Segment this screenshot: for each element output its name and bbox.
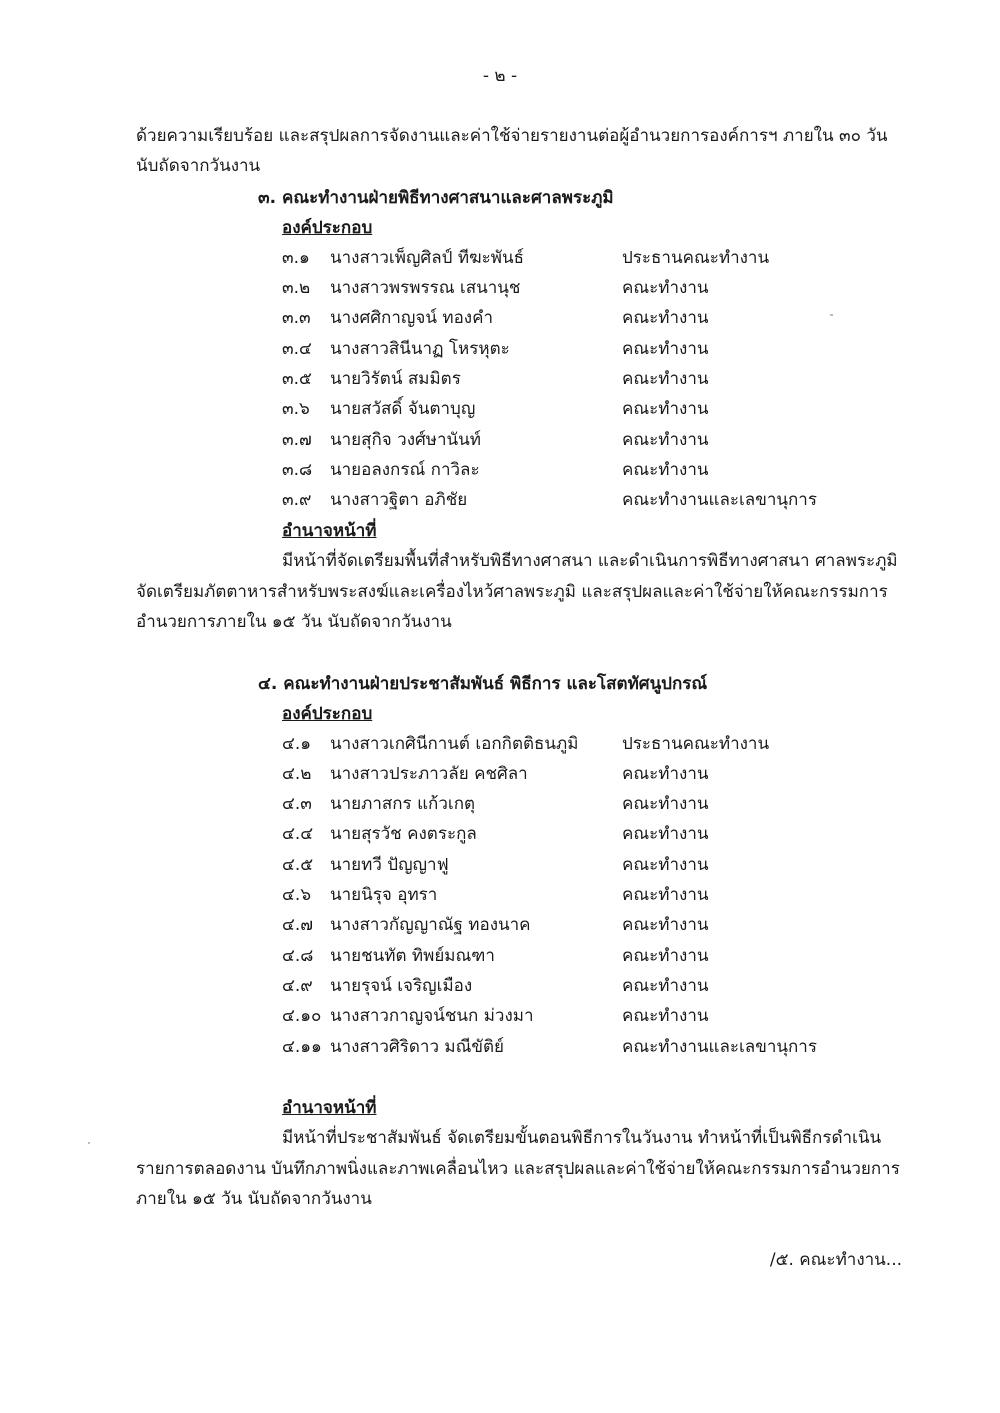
scan-speck bbox=[830, 314, 833, 316]
list-item bbox=[0, 790, 1000, 820]
member-number: ๔.๒ bbox=[282, 764, 312, 784]
member-name: นางสาวประภาวลัย คชศิลา bbox=[330, 764, 528, 784]
member-name: นางสาวสินีนาฏ โหรหุตะ bbox=[330, 339, 510, 359]
member-role: คณะทำงาน bbox=[622, 460, 709, 480]
member-number: ๔.๘ bbox=[282, 946, 314, 966]
list-item bbox=[0, 426, 1000, 456]
member-number: ๔.๔ bbox=[282, 824, 314, 844]
member-number: ๓.๗ bbox=[282, 430, 312, 450]
member-name: นางสาวกาญจน์ชนก ม่วงมา bbox=[330, 1006, 534, 1026]
member-role: คณะทำงาน bbox=[622, 976, 709, 996]
member-number: ๓.๖ bbox=[282, 399, 310, 419]
list-item bbox=[0, 486, 1000, 516]
member-role: คณะทำงานและเลขานุการ bbox=[622, 490, 817, 510]
scan-speck bbox=[88, 1142, 90, 1144]
list-item bbox=[0, 1033, 1000, 1063]
list-item bbox=[0, 881, 1000, 911]
list-item bbox=[0, 972, 1000, 1002]
member-role: คณะทำงาน bbox=[622, 855, 709, 875]
member-role: คณะทำงาน bbox=[622, 369, 709, 389]
list-item bbox=[0, 365, 1000, 395]
list-item bbox=[0, 911, 1000, 941]
section-3-duty-label: อำนาจหน้าที่ bbox=[282, 521, 377, 541]
member-number: ๓.๑ bbox=[282, 248, 310, 268]
member-role: คณะทำงาน bbox=[622, 308, 709, 328]
member-number: ๓.๒ bbox=[282, 278, 311, 298]
list-item bbox=[0, 851, 1000, 881]
member-name: นายนิรุจ อุทรา bbox=[330, 885, 438, 905]
member-name: นางสาวเพ็ญศิลป์ ทีฆะพันธ์ bbox=[330, 248, 524, 268]
member-role: ประธานคณะทำงาน bbox=[622, 248, 770, 268]
member-role: คณะทำงาน bbox=[622, 824, 709, 844]
member-number: ๓.๕ bbox=[282, 369, 312, 389]
list-item bbox=[0, 335, 1000, 365]
member-role: คณะทำงาน bbox=[622, 1006, 709, 1026]
member-role: คณะทำงาน bbox=[622, 764, 709, 784]
member-role: คณะทำงาน bbox=[622, 915, 709, 935]
member-number: ๓.๔ bbox=[282, 339, 312, 359]
member-number: ๔.๑ bbox=[282, 734, 312, 754]
list-item bbox=[0, 730, 1000, 760]
list-item bbox=[0, 456, 1000, 486]
intro-line-2: นับถัดจากวันงาน bbox=[136, 156, 261, 176]
member-number: ๔.๗ bbox=[282, 915, 314, 935]
member-number: ๔.๓ bbox=[282, 794, 312, 814]
member-name: นางสาวพรพรรณ เสนานุช bbox=[330, 278, 521, 298]
member-name: นายอลงกรณ์ กาวิละ bbox=[330, 460, 480, 480]
member-name: นายสุรวัช คงตระกูล bbox=[330, 824, 477, 844]
member-role: คณะทำงานและเลขานุการ bbox=[622, 1037, 817, 1057]
section-4-duty-line-1: มีหน้าที่ประชาสัมพันธ์ จัดเตรียมขั้นตอนพิธีการในวันงาน ทำหน้าที่เป็นพิธีกรดำเนิน bbox=[282, 1128, 882, 1148]
member-name: นางศศิกาญจน์ ทองคำ bbox=[330, 308, 493, 328]
member-role: คณะทำงาน bbox=[622, 430, 709, 450]
member-role: คณะทำงาน bbox=[622, 339, 709, 359]
section-4-composition-label: องค์ประกอบ bbox=[282, 704, 373, 724]
member-name: นายวิรัตน์ สมมิตร bbox=[330, 369, 461, 389]
page-number: - ๒ - bbox=[482, 66, 518, 86]
member-number: ๔.๖ bbox=[282, 885, 312, 905]
member-name: นายชนทัต ทิพย์มณฑา bbox=[330, 946, 495, 966]
list-item bbox=[0, 760, 1000, 790]
section-3-duty-line-3: อำนวยการภายใน ๑๕ วัน นับถัดจากวันงาน bbox=[136, 612, 452, 632]
section-4-duty-label: อำนาจหน้าที่ bbox=[282, 1098, 377, 1118]
member-number: ๔.๑๑ bbox=[282, 1037, 322, 1057]
member-name: นางสาวฐิตา อภิชัย bbox=[330, 490, 468, 510]
list-item bbox=[0, 274, 1000, 304]
member-role: คณะทำงาน bbox=[622, 946, 709, 966]
member-name: นายทวี ปัญญาฟู bbox=[330, 855, 449, 875]
member-role: คณะทำงาน bbox=[622, 885, 709, 905]
list-item bbox=[0, 395, 1000, 425]
member-role: คณะทำงาน bbox=[622, 278, 709, 298]
section-4-title: ๔. คณะทำงานฝ่ายประชาสัมพันธ์ พิธีการ และโสตทัศนูปกรณ์ bbox=[258, 674, 708, 694]
member-number: ๔.๑๐ bbox=[282, 1006, 322, 1026]
member-number: ๓.๓ bbox=[282, 308, 311, 328]
section-3-composition-label: องค์ประกอบ bbox=[282, 218, 373, 238]
member-number: ๓.๘ bbox=[282, 460, 313, 480]
member-name: นายรุจน์ เจริญเมือง bbox=[330, 976, 473, 996]
section-4-duty-line-2: รายการตลอดงาน บันทึกภาพนิ่งและภาพเคลื่อนไหว และสรุปผลและค่าใช้จ่ายให้คณะกรรมการอำนวยการ bbox=[136, 1159, 900, 1179]
section-3-duty-line-1: มีหน้าที่จัดเตรียมพื้นที่สำหรับพิธีทางศาสนา และดำเนินการพิธีทางศาสนา ศาลพระภูมิ bbox=[282, 551, 898, 571]
list-item bbox=[0, 244, 1000, 274]
section-3-duty-line-2: จัดเตรียมภัตตาหารสำหรับพระสงฆ์และเครื่องไหว้ศาลพระภูมิ และสรุปผลและค่าใช้จ่ายให้คณะกรรมการ bbox=[136, 582, 888, 602]
list-item bbox=[0, 1002, 1000, 1032]
member-role: คณะทำงาน bbox=[622, 794, 709, 814]
member-number: ๔.๙ bbox=[282, 976, 313, 996]
list-item bbox=[0, 942, 1000, 972]
list-item bbox=[0, 304, 1000, 334]
member-name: นางสาวเกศินีกานต์ เอกกิตติธนภูมิ bbox=[330, 734, 579, 754]
member-number: ๓.๙ bbox=[282, 490, 312, 510]
member-role: ประธานคณะทำงาน bbox=[622, 734, 770, 754]
member-name: นายภาสกร แก้วเกตุ bbox=[330, 794, 476, 814]
member-name: นายสุกิจ วงศ์ษานันท์ bbox=[330, 430, 481, 450]
member-name: นายสวัสดิ์ จันตาบุญ bbox=[330, 399, 476, 419]
member-name: นางสาวกัญญาณัฐ ทองนาค bbox=[330, 915, 531, 935]
section-3-title: ๓. คณะทำงานฝ่ายพิธีทางศาสนาและศาลพระภูมิ bbox=[258, 188, 614, 208]
list-item bbox=[0, 820, 1000, 850]
member-role: คณะทำงาน bbox=[622, 399, 709, 419]
member-number: ๔.๕ bbox=[282, 855, 314, 875]
member-name: นางสาวศิริดาว มณีขัติย์ bbox=[330, 1037, 504, 1057]
intro-line-1: ด้วยความเรียบร้อย และสรุปผลการจัดงานและค่าใช้จ่ายรายงานต่อผู้อำนวยการองค์การฯ ภายใน ๓๐ วัน bbox=[136, 126, 888, 146]
continuation-note: /๕. คณะทำงาน... bbox=[769, 1250, 902, 1270]
section-4-duty-line-3: ภายใน ๑๕ วัน นับถัดจากวันงาน bbox=[136, 1189, 372, 1209]
